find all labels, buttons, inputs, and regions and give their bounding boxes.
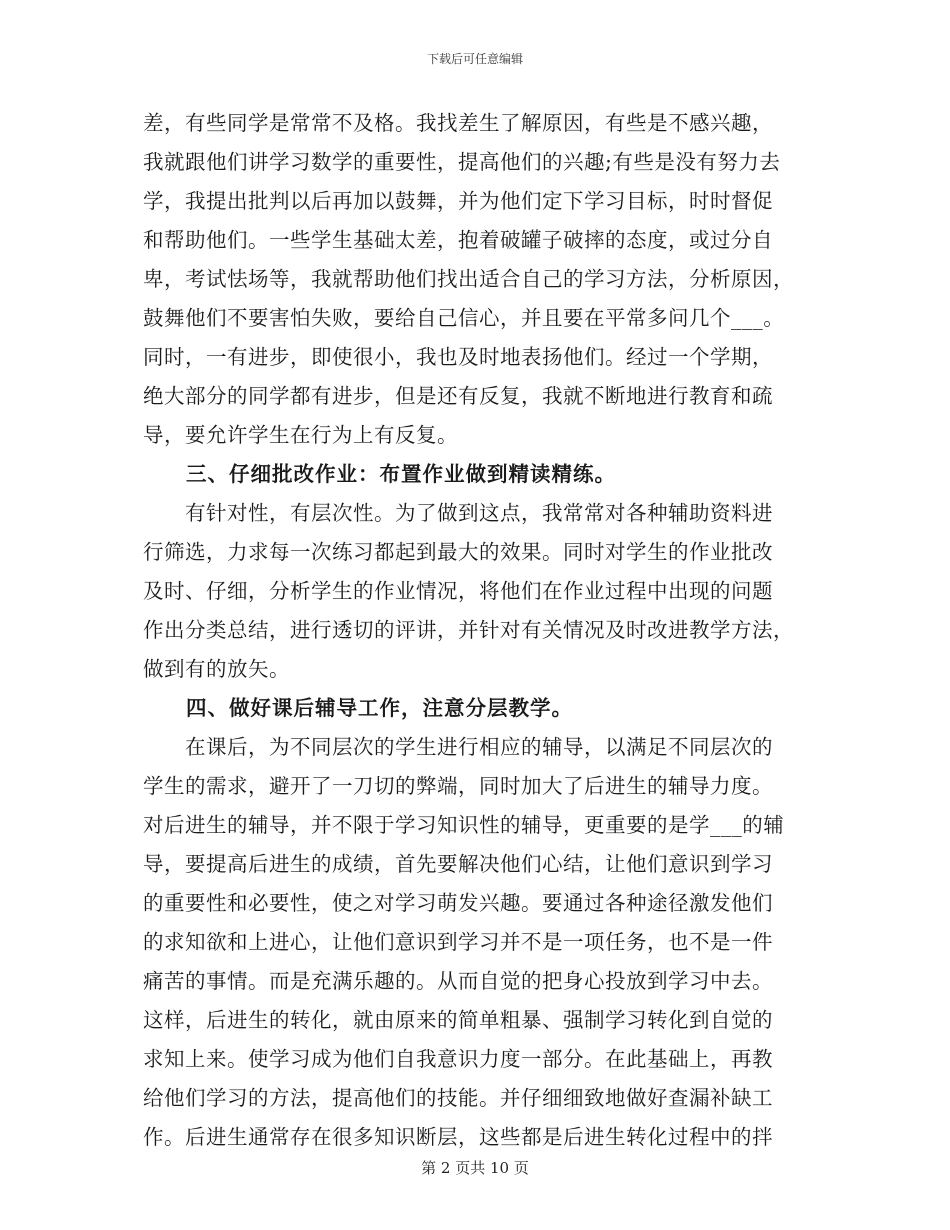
text-line: 的求知欲和上进心，让他们意识到学习并不是一项任务，也不是一件 <box>143 930 773 954</box>
text-line: 我就跟他们讲学习数学的重要性，提高他们的兴趣;有些是没有努力去 <box>143 150 781 174</box>
text-line: 同时，一有进步，即使很小，我也及时地表扬他们。经过一个学期， <box>143 345 773 369</box>
text-line: 导，要提高后进生的成绩，首先要解决他们心结，让他们意识到学习 <box>143 852 773 876</box>
text-line: 痛苦的事情。而是充满乐趣的。从而自觉的把身心投放到学习中去。 <box>143 969 773 993</box>
text-line: 作。后进生通常存在很多知识断层，这些都是后进生转化过程中的拌 <box>143 1125 773 1149</box>
section-heading-3: 三、仔细批改作业：布置作业做到精读精练。 <box>143 462 616 486</box>
text-line: 导，要允许学生在行为上有反复。 <box>143 423 458 447</box>
text-line: 行筛选，力求每一次练习都起到最大的效果。同时对学生的作业批改 <box>143 540 773 564</box>
page-number: 第 2 页共 10 页 <box>421 1159 529 1177</box>
text-line: 的重要性和必要性，使之对学习萌发兴趣。要通过各种途径激发他们 <box>143 891 773 915</box>
section-heading-4: 四、做好课后辅导工作，注意分层教学。 <box>143 696 573 720</box>
text-line: 对后进生的辅导，并不限于学习知识性的辅导，更重要的是学___的辅 <box>143 813 785 837</box>
text-line: 学生的需求，避开了一刀切的弊端，同时加大了后进生的辅导力度。 <box>143 774 773 798</box>
document-body <box>143 104 809 1157</box>
text-line: 求知上来。使学习成为他们自我意识力度一部分。在此基础上，再教 <box>143 1047 773 1071</box>
text-line: 做到有的放矢。 <box>143 657 290 681</box>
text-line: 作出分类总结，进行透切的评讲，并针对有关情况及时改进教学方法， <box>143 618 794 642</box>
text-line: 卑，考试怯场等，我就帮助他们找出适合自己的学习方法，分析原因， <box>143 267 794 291</box>
text-line: 给他们学习的方法，提高他们的技能。并仔细细致地做好查漏补缺工 <box>143 1086 773 1110</box>
text-line: 学，我提出批判以后再加以鼓舞，并为他们定下学习目标，时时督促 <box>143 189 773 213</box>
text-line: 在课后，为不同层次的学生进行相应的辅导，以满足不同层次的 <box>143 735 773 759</box>
text-line: 绝大部分的同学都有进步，但是还有反复，我就不断地进行教育和疏 <box>143 384 773 408</box>
text-line: 及时、仔细，分析学生的作业情况，将他们在作业过程中出现的问题 <box>143 579 773 603</box>
text-line: 鼓舞他们不要害怕失败，要给自己信心，并且要在平常多问几个___。 <box>143 306 785 330</box>
text-line: 和帮助他们。一些学生基础太差，抱着破罐子破摔的态度，或过分自 <box>143 228 773 252</box>
page-header: 下载后可任意编辑 <box>426 52 523 66</box>
text-line: 这样，后进生的转化，就由原来的简单粗暴、强制学习转化到自觉的 <box>143 1008 773 1032</box>
text-line: 有针对性，有层次性。为了做到这点，我常常对各种辅助资料进 <box>143 501 773 525</box>
text-line: 差，有些同学是常常不及格。我找差生了解原因，有些是不感兴趣， <box>143 111 773 135</box>
